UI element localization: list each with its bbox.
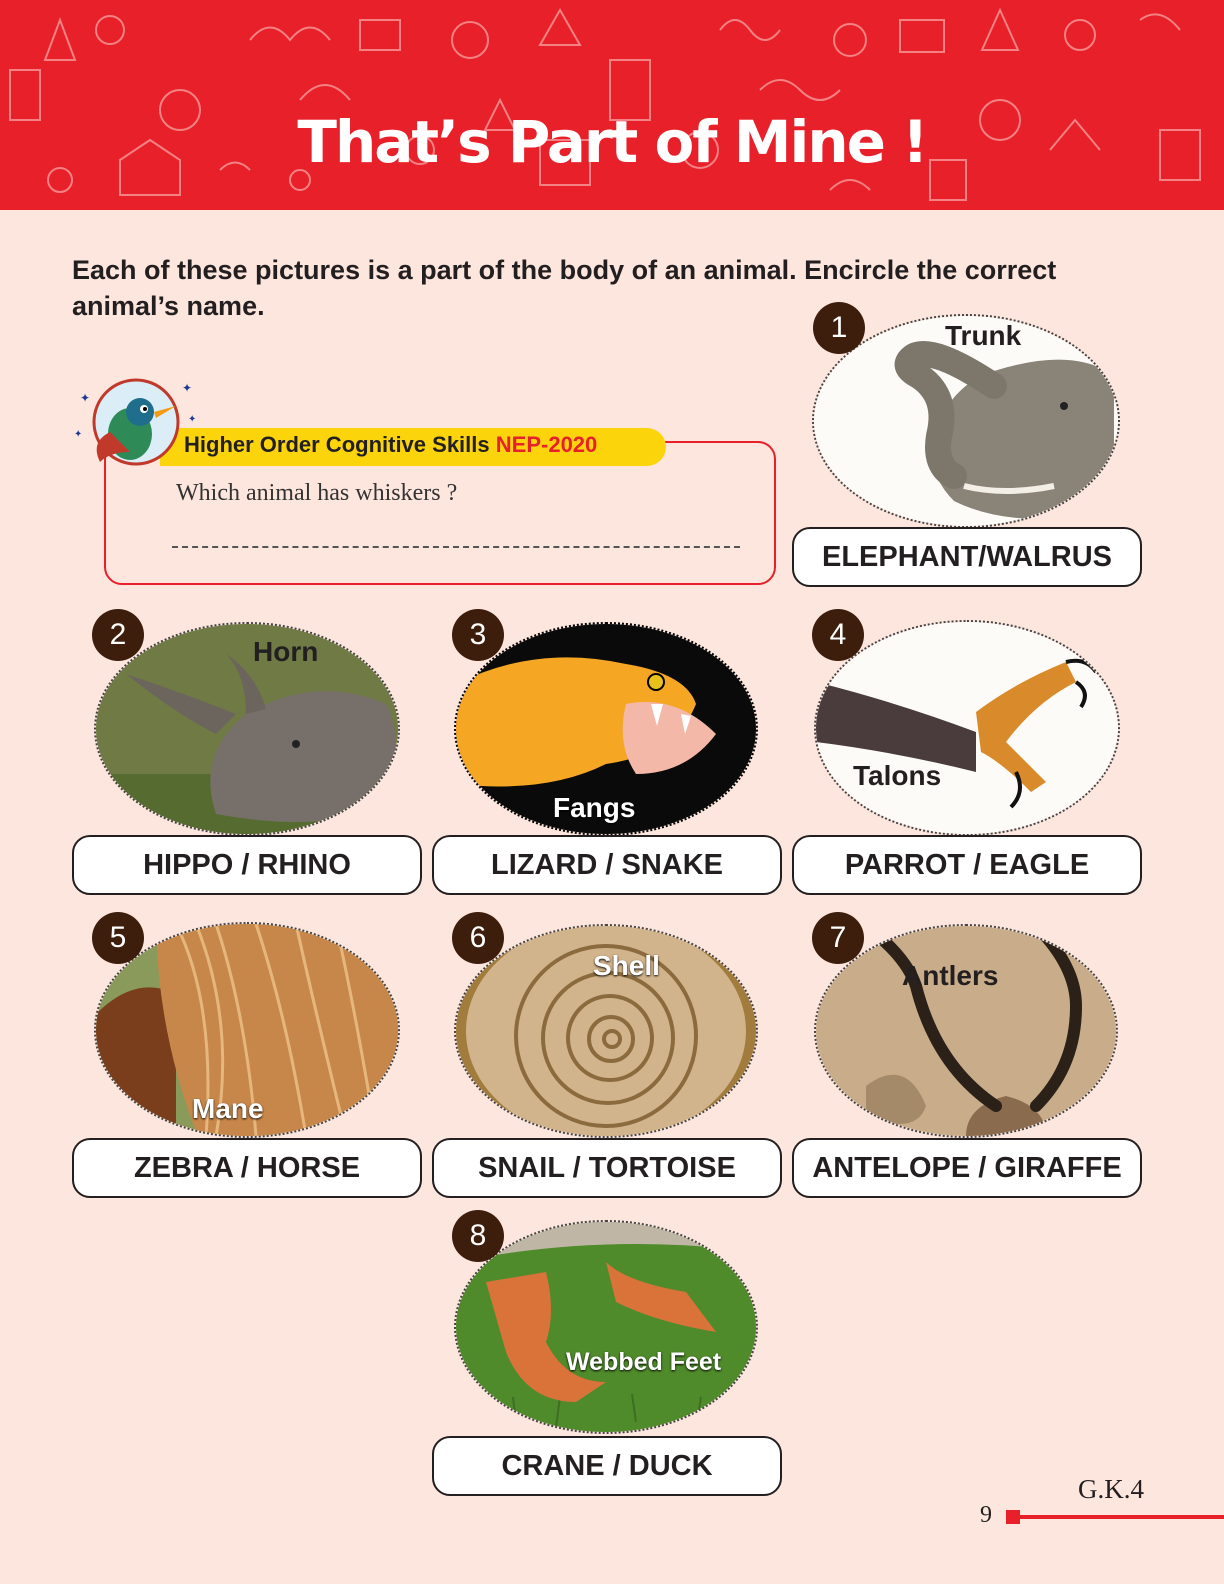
item-6-options[interactable]: SNAIL / TORTOISE [432,1138,782,1198]
item-3-number: 3 [452,609,504,661]
footer-marker [1006,1510,1020,1524]
item-4-part-label: Talons [853,760,942,791]
page-title: That’s Part of Mine ! [297,108,927,176]
nep-tag: NEP-2020 [495,432,598,457]
item-8-options[interactable]: CRANE / DUCK [432,1436,782,1496]
item-4-options[interactable]: PARROT / EAGLE [792,835,1142,895]
antlers-image [814,924,1118,1138]
webbed-feet-image [454,1220,758,1434]
item-6-part-label: Shell [593,950,660,981]
item-7-options[interactable]: ANTELOPE / GIRAFFE [792,1138,1142,1198]
item-6-number: 6 [452,912,504,964]
instructions-text: Each of these pictures is a part of the body of an animal. Encircle the correct animal’s name. [72,255,1057,321]
item-4-number: 4 [812,609,864,661]
doodle-pattern [0,0,1224,210]
item-5-options[interactable]: ZEBRA / HORSE [72,1138,422,1198]
horn-image [94,622,400,836]
item-1-part-label: Trunk [945,320,1022,351]
item-8-part-label: Webbed Feet [566,1348,722,1376]
item-1-number: 1 [813,302,865,354]
item-7-number: 7 [812,912,864,964]
item-7-part-label: Antlers [902,960,999,991]
svg-text:✦: ✦ [80,391,91,405]
hots-label-text: Higher Order Cognitive Skills [184,432,490,457]
book-label: G.K.4 [1078,1474,1144,1504]
header-banner [0,0,1224,210]
svg-text:✦: ✦ [188,414,197,425]
hots-label [184,432,597,458]
svg-text:✦: ✦ [74,429,83,440]
bird-mascot-icon [70,372,200,472]
hots-question: Which animal has whiskers ? [176,480,458,506]
svg-text:✦: ✦ [182,381,193,395]
page-number: 9 [980,1502,992,1528]
talons-image [814,620,1120,836]
answer-line[interactable] [172,546,740,548]
item-2-number: 2 [92,609,144,661]
item-5-number: 5 [92,912,144,964]
item-3-part-label: Fangs [553,792,636,823]
footer-line [1020,1515,1224,1519]
item-1-options[interactable]: ELEPHANT/WALRUS [792,527,1142,587]
item-8-number: 8 [452,1210,504,1262]
item-5-part-label: Mane [192,1093,264,1124]
item-2-part-label: Horn [253,636,319,667]
item-3-options[interactable]: LIZARD / SNAKE [432,835,782,895]
item-2-options[interactable]: HIPPO / RHINO [72,835,422,895]
